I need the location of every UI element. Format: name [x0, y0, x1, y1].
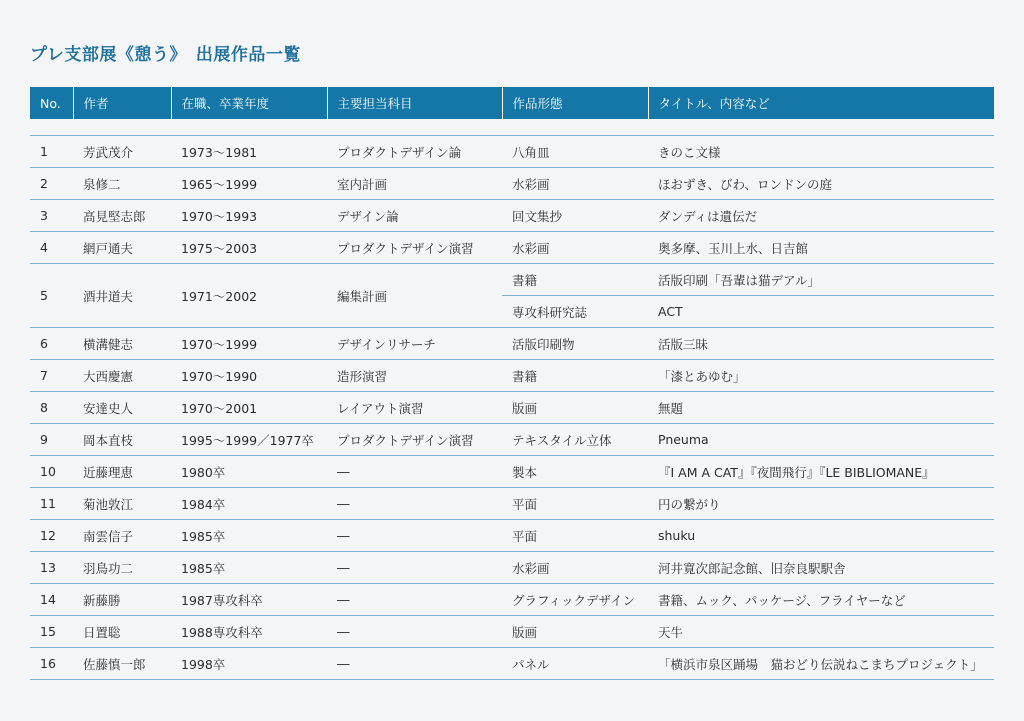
table-row	[30, 520, 994, 552]
table-row	[30, 648, 994, 680]
header-spacer	[30, 119, 994, 136]
cell-years: 1965〜1999	[171, 168, 327, 200]
table-row	[30, 424, 994, 456]
cell-author: 高見堅志郎	[73, 200, 171, 232]
cell-title: ほおずき、びわ、ロンドンの庭	[648, 168, 994, 200]
cell-author: 岡本直枝	[73, 424, 171, 456]
cell-years: 1971〜2002	[171, 264, 327, 328]
cell-title: 河井寛次郎記念館、旧奈良駅駅舎	[648, 552, 994, 584]
table-body	[30, 119, 994, 680]
cell-title: shuku	[648, 520, 994, 552]
cell-form: 水彩画	[502, 168, 648, 200]
cell-no: 15	[30, 616, 73, 648]
col-subject-header: 主要担当科目	[327, 87, 502, 119]
cell-years: 1995〜1999／1977卒	[171, 424, 327, 456]
cell-no: 14	[30, 584, 73, 616]
table-header	[30, 87, 994, 119]
cell-subject: ―	[327, 488, 502, 520]
cell-no: 8	[30, 392, 73, 424]
cell-years: 1985卒	[171, 520, 327, 552]
cell-form: 書籍	[502, 264, 648, 296]
cell-author: 安達史人	[73, 392, 171, 424]
cell-no: 7	[30, 360, 73, 392]
table-row	[30, 488, 994, 520]
cell-years: 1984卒	[171, 488, 327, 520]
cell-subject: 室内計画	[327, 168, 502, 200]
cell-years: 1970〜1990	[171, 360, 327, 392]
cell-years: 1970〜1999	[171, 328, 327, 360]
col-no-header: No.	[30, 87, 73, 119]
table-row	[30, 168, 994, 200]
cell-author: 佐藤慎一郎	[73, 648, 171, 680]
cell-form: 書籍	[502, 360, 648, 392]
cell-form: 製本	[502, 456, 648, 488]
cell-years: 1998卒	[171, 648, 327, 680]
cell-years: 1985卒	[171, 552, 327, 584]
cell-author: 酒井道夫	[73, 264, 171, 328]
cell-form: 水彩画	[502, 232, 648, 264]
cell-title: Pneuma	[648, 424, 994, 456]
cell-no: 13	[30, 552, 73, 584]
cell-title: 円の繋がり	[648, 488, 994, 520]
cell-no: 4	[30, 232, 73, 264]
table-row	[30, 136, 994, 168]
cell-no: 1	[30, 136, 73, 168]
cell-title: ダンディは遺伝だ	[648, 200, 994, 232]
cell-subject: ―	[327, 616, 502, 648]
cell-subject: デザイン論	[327, 200, 502, 232]
table-row	[30, 232, 994, 264]
table-row	[30, 328, 994, 360]
cell-subject: ―	[327, 456, 502, 488]
cell-author: 網戸通夫	[73, 232, 171, 264]
cell-title: 活版印刷「吾輩は猫デアル」	[648, 264, 994, 296]
cell-form: 水彩画	[502, 552, 648, 584]
table-row	[30, 200, 994, 232]
cell-form: 活版印刷物	[502, 328, 648, 360]
cell-years: 1980卒	[171, 456, 327, 488]
page-title: プレ支部展《憩う》 出展作品一覧	[30, 45, 301, 65]
cell-form: 平面	[502, 488, 648, 520]
cell-subject: プロダクトデザイン論	[327, 136, 502, 168]
cell-no: 11	[30, 488, 73, 520]
table-row	[30, 616, 994, 648]
col-form-header: 作品形態	[502, 87, 648, 119]
cell-no: 12	[30, 520, 73, 552]
cell-form: 版画	[502, 392, 648, 424]
cell-form: 専攻科研究誌	[502, 296, 648, 328]
cell-subject: ―	[327, 520, 502, 552]
cell-form: テキスタイル立体	[502, 424, 648, 456]
cell-author: 南雲信子	[73, 520, 171, 552]
cell-subject: プロダクトデザイン演習	[327, 424, 502, 456]
cell-author: 新藤勝	[73, 584, 171, 616]
cell-title: 無題	[648, 392, 994, 424]
cell-years: 1973〜1981	[171, 136, 327, 168]
cell-no: 3	[30, 200, 73, 232]
cell-author: 日置聡	[73, 616, 171, 648]
cell-no: 10	[30, 456, 73, 488]
cell-title: 『I AM A CAT』『夜間飛行』『LE BIBLIOMANE』	[648, 456, 994, 488]
cell-author: 芳武茂介	[73, 136, 171, 168]
cell-subject: ―	[327, 552, 502, 584]
cell-author: 横溝健志	[73, 328, 171, 360]
table-row	[30, 584, 994, 616]
cell-title: 「横浜市泉区踊場 猫おどり伝説ねこまちプロジェクト」	[648, 648, 994, 680]
table-row	[30, 392, 994, 424]
table-row	[30, 456, 994, 488]
cell-author: 菊池敦江	[73, 488, 171, 520]
cell-form: 版画	[502, 616, 648, 648]
cell-title: 天牛	[648, 616, 994, 648]
cell-no: 6	[30, 328, 73, 360]
cell-author: 大西慶憲	[73, 360, 171, 392]
cell-form: 平面	[502, 520, 648, 552]
cell-subject: 編集計画	[327, 264, 502, 328]
table-row	[30, 264, 994, 296]
cell-years: 1975〜2003	[171, 232, 327, 264]
cell-title: 書籍、ムック、パッケージ、フライヤーなど	[648, 584, 994, 616]
cell-subject: 造形演習	[327, 360, 502, 392]
cell-author: 泉修二	[73, 168, 171, 200]
table-row	[30, 552, 994, 584]
cell-no: 2	[30, 168, 73, 200]
exhibit-table	[30, 87, 994, 680]
cell-form: パネル	[502, 648, 648, 680]
cell-title: ACT	[648, 296, 994, 328]
cell-subject: レイアウト演習	[327, 392, 502, 424]
cell-title: きのこ文様	[648, 136, 994, 168]
cell-years: 1970〜1993	[171, 200, 327, 232]
col-years-header: 在職、卒業年度	[171, 87, 327, 119]
cell-no: 5	[30, 264, 73, 328]
cell-form: グラフィックデザイン	[502, 584, 648, 616]
cell-author: 近藤理恵	[73, 456, 171, 488]
cell-subject: ―	[327, 648, 502, 680]
cell-subject: ―	[327, 584, 502, 616]
col-title-header: タイトル、内容など	[648, 87, 994, 119]
cell-years: 1988専攻科卒	[171, 616, 327, 648]
cell-form: 八角皿	[502, 136, 648, 168]
cell-form: 回文集抄	[502, 200, 648, 232]
cell-title: 奥多摩、玉川上水、日吉館	[648, 232, 994, 264]
cell-no: 16	[30, 648, 73, 680]
table-row	[30, 360, 994, 392]
cell-author: 羽鳥功二	[73, 552, 171, 584]
cell-years: 1987専攻科卒	[171, 584, 327, 616]
cell-subject: デザインリサーチ	[327, 328, 502, 360]
col-author-header: 作者	[73, 87, 171, 119]
cell-subject: プロダクトデザイン演習	[327, 232, 502, 264]
cell-years: 1970〜2001	[171, 392, 327, 424]
cell-no: 9	[30, 424, 73, 456]
cell-title: 活版三昧	[648, 328, 994, 360]
cell-title: 「漆とあゆむ」	[648, 360, 994, 392]
